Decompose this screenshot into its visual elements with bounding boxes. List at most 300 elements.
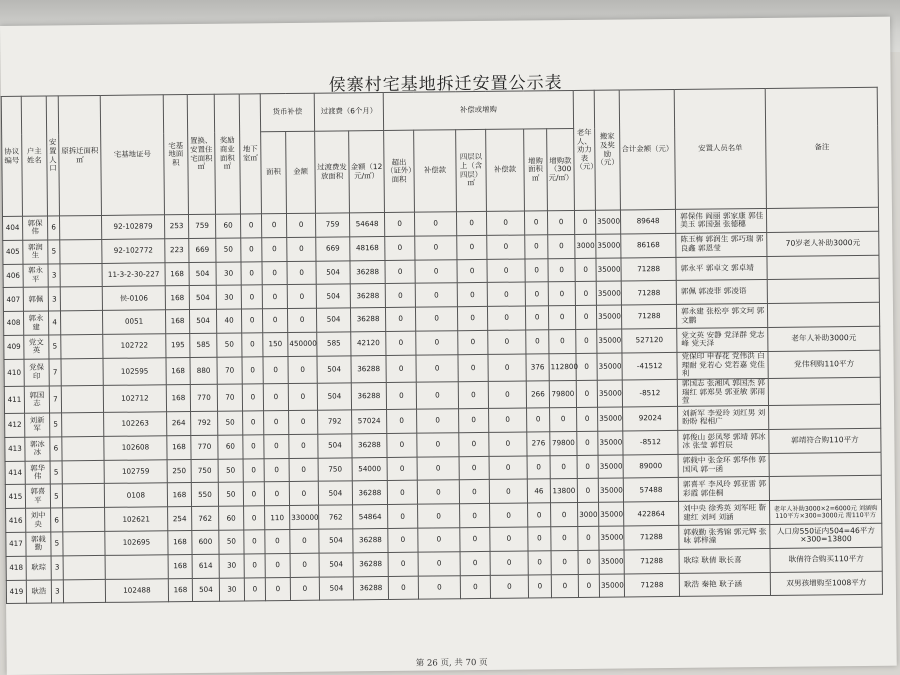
cell-basement: 0 (243, 482, 264, 506)
cell-over-comp: 0 (414, 212, 456, 236)
cell-cur-amount: 0 (290, 553, 319, 577)
cell-total: 71288 (624, 549, 679, 573)
cell-tr-amount: 36288 (350, 284, 385, 308)
cell-buy-area: 266 (526, 381, 549, 408)
cell-floor-area: 0 (459, 456, 489, 480)
cell-total: 71288 (622, 305, 677, 329)
header-cert-no: 宅基地证号 (100, 95, 164, 216)
cell-move: 35000 (596, 210, 621, 234)
cell-buy-amount: 13800 (550, 479, 577, 503)
cell-members: 耿琮 耿倩 耿长喜 (679, 548, 770, 573)
cell-tr-amount: 54000 (352, 457, 387, 481)
cell-buy-amount: 112800 (549, 353, 576, 380)
cell-reward-area: 70 (217, 357, 242, 384)
cell-cert-no (105, 555, 168, 579)
cell-move: 35000 (597, 305, 622, 329)
cell-buy-area: 0 (527, 455, 550, 479)
cell-members: 陈玉梅 郭润生 郭巧瑞 郭良鑫 郭恩莹 (676, 232, 767, 257)
cell-reward-area: 50 (218, 411, 243, 435)
cell-over-comp: 0 (418, 504, 460, 528)
cell-floor-comp: 0 (489, 432, 527, 456)
cell-protocol-no: 409 (4, 335, 24, 359)
cell-persons: 6 (51, 508, 63, 532)
cell-home-area: 195 (166, 334, 190, 358)
cell-head-name: 郭载勤 (26, 532, 51, 556)
cell-cur-area: 0 (261, 214, 286, 238)
cell-tr-area: 504 (317, 383, 351, 411)
cell-total: 422864 (624, 502, 679, 526)
cell-buy-area: 0 (525, 235, 548, 259)
cell-tr-amount: 36288 (353, 529, 388, 553)
cell-home-area: 168 (166, 357, 190, 384)
header-buy-amount: 增购款（300元/㎡） (547, 128, 575, 210)
cell-reward-area: 30 (219, 578, 244, 602)
header-reward-area: 奖励商业面积㎡ (214, 94, 240, 214)
cell-protocol-no: 413 (5, 437, 25, 461)
cell-buy-amount: 0 (551, 574, 578, 598)
cell-cur-area: 0 (265, 530, 290, 554)
cell-demolish-area (60, 287, 102, 311)
cell-move: 35000 (599, 502, 624, 526)
cell-tr-amount: 36288 (353, 576, 388, 600)
cell-protocol-no: 410 (4, 359, 24, 386)
cell-demolish-area (63, 508, 105, 532)
cell-floor-comp: 0 (486, 211, 524, 235)
cell-cur-area: 110 (265, 506, 290, 530)
cell-cert-no: 102263 (104, 412, 167, 436)
cell-floor-area: 0 (458, 330, 488, 354)
cell-tr-area: 762 (319, 505, 353, 529)
cell-members: 郭俊山 彭凤琴 郭靖 郭冰冰 张莹 郭哲辰 (678, 429, 769, 454)
cell-reward-area: 60 (218, 435, 243, 459)
cell-tr-amount: 36288 (351, 382, 386, 410)
header-persons: 安置人口 (46, 96, 59, 216)
cell-demolish-area (60, 311, 102, 335)
cell-basement: 0 (243, 411, 264, 435)
cell-demolish-area (63, 579, 105, 603)
cell-move: 35000 (596, 281, 621, 305)
cell-floor-comp: 0 (488, 381, 526, 409)
cell-elderly: 0 (576, 380, 597, 407)
cell-tr-amount: 54648 (349, 212, 384, 236)
cell-move: 35000 (597, 353, 622, 380)
cell-over-area: 0 (386, 331, 416, 355)
cell-floor-area: 0 (456, 211, 486, 235)
cell-home-area: 168 (167, 435, 191, 459)
cell-floor-area: 0 (460, 575, 490, 599)
cell-demolish-area (61, 385, 103, 413)
cell-over-area: 0 (388, 576, 418, 600)
cell-move: 35000 (599, 526, 624, 550)
cell-head-name: 耿浩 (26, 580, 51, 604)
cell-tr-area: 504 (318, 481, 352, 505)
cell-tr-area: 669 (316, 237, 350, 261)
cell-cur-area: 0 (264, 411, 289, 435)
cell-over-comp: 0 (418, 528, 460, 552)
cell-buy-area: 0 (525, 258, 548, 282)
cell-home-area: 168 (165, 286, 189, 310)
header-tr-amount: 金额（12元/㎡） (349, 130, 385, 212)
cell-tr-amount: 42120 (351, 331, 386, 355)
cell-elderly: 0 (578, 526, 599, 550)
cell-cert-no: 102722 (103, 334, 166, 358)
cell-total: 71288 (624, 573, 679, 597)
cell-floor-area: 0 (458, 381, 488, 408)
cell-over-area: 0 (387, 481, 417, 505)
cell-members: 刘中央 徐秀英 刘军旺 靳建红 刘珂 刘涵 (679, 501, 770, 526)
cell-head-name: 刘中央 (26, 508, 51, 532)
cell-persons: 4 (48, 311, 60, 335)
cell-persons: 6 (50, 437, 62, 461)
cell-floor-area: 0 (460, 504, 490, 528)
header-total: 合计金额（元） (619, 89, 675, 210)
cell-cert-no: 102488 (105, 578, 168, 602)
cell-floor-area: 0 (460, 551, 490, 575)
cell-cert-no: 11-3-2-30-227 (102, 262, 165, 286)
cell-cert-no: 102759 (104, 459, 167, 483)
cell-basement: 0 (244, 506, 265, 530)
relocation-table (1, 87, 883, 605)
cell-cur-amount: 0 (290, 577, 319, 601)
cell-demolish-area (62, 413, 104, 437)
cell-buy-area: 276 (527, 432, 550, 456)
cell-persons: 3 (48, 287, 60, 311)
cell-cert-no: 102695 (105, 531, 168, 555)
header-cur-amount: 金额 (286, 131, 316, 213)
cell-persons: 5 (51, 532, 63, 556)
cell-buy-area: 0 (528, 503, 551, 527)
cell-reward-area: 60 (215, 214, 240, 238)
cell-exchange-area: 504 (189, 262, 216, 286)
cell-persons: 6 (47, 216, 59, 240)
cell-head-name: 郭冰冰 (25, 437, 50, 461)
cell-elderly: 0 (577, 479, 598, 503)
cell-floor-area: 0 (457, 259, 487, 283)
cell-buy-amount: 0 (550, 408, 577, 432)
cell-over-comp: 0 (418, 575, 460, 599)
cell-home-area: 254 (168, 507, 192, 531)
cell-exchange-area: 669 (189, 238, 216, 262)
cell-exchange-area: 750 (191, 459, 218, 483)
cell-tr-area: 504 (319, 529, 353, 553)
cell-members: 郭国志 张湘风 郭国杰 郭瑞红 郭郑昊 郭亚敏 郭雨萱 (677, 378, 768, 406)
cell-over-area: 0 (385, 307, 415, 331)
cell-floor-comp: 0 (487, 306, 525, 330)
cell-over-comp: 0 (415, 236, 457, 260)
cell-members: 郭永平 郭卓文 郭卓靖 (676, 256, 767, 281)
cell-cur-area: 0 (262, 309, 287, 333)
cell-head-name: 郭华伟 (25, 461, 50, 485)
cell-remark: 老年人补助3000×2=6000元 刘涵购110平方×300=3000元 需110平方 (770, 500, 882, 525)
cell-protocol-no: 417 (6, 532, 26, 556)
cell-remark (767, 302, 879, 327)
cell-cur-amount: 0 (288, 356, 317, 383)
cell-remark (766, 207, 878, 232)
cell-over-area: 0 (384, 212, 414, 236)
cell-floor-comp: 0 (490, 527, 528, 551)
cell-elderly: 0 (577, 407, 598, 431)
cell-elderly: 3000 (578, 503, 599, 527)
cell-move: 35000 (596, 234, 621, 258)
cell-reward-area: 50 (217, 333, 242, 357)
cell-floor-area: 0 (459, 480, 489, 504)
cell-basement: 0 (240, 214, 261, 238)
header-head-name: 户主姓名 (21, 96, 47, 216)
cell-remark (769, 404, 881, 429)
cell-floor-comp: 0 (489, 408, 527, 432)
cell-tr-amount: 36288 (352, 433, 387, 457)
cell-elderly: 0 (575, 282, 596, 306)
cell-cur-area: 0 (263, 356, 288, 383)
cell-exchange-area: 792 (191, 411, 218, 435)
cell-reward-area: 70 (217, 384, 242, 411)
cell-head-name: 党文英 (24, 335, 49, 359)
cell-remark: 耿倩符合购买110平方 (770, 547, 882, 572)
cell-protocol-no: 412 (5, 413, 25, 437)
cell-cur-area: 0 (265, 553, 290, 577)
cell-remark: 双男孩增购至1008平方 (770, 571, 882, 596)
cell-tr-area: 504 (317, 356, 351, 384)
cell-demolish-area (61, 358, 103, 386)
header-move: 搬家及奖励（元） (594, 90, 620, 210)
cell-floor-comp: 0 (490, 575, 528, 599)
table-body (2, 207, 882, 604)
cell-basement: 0 (241, 238, 262, 262)
cell-members: 郭载中 张金环 郭华伟 郭国风 郭一函 (678, 453, 769, 478)
header-protocol-no: 协议编号 (1, 96, 22, 216)
cell-buy-amount: 0 (548, 234, 575, 258)
cell-cert-no: 102621 (105, 507, 168, 531)
header-cur-area: 面积 (261, 132, 287, 214)
cell-home-area: 168 (165, 262, 189, 286)
cell-elderly: 0 (578, 574, 599, 598)
cell-move: 35000 (598, 478, 623, 502)
cell-home-area: 264 (167, 412, 191, 436)
cell-move: 35000 (596, 258, 621, 282)
cell-floor-area: 0 (457, 283, 487, 307)
header-members: 安置人员名单 (674, 88, 766, 209)
cell-members: 耿浩 秦艳 耿子涵 (679, 572, 770, 597)
header-demolish-area: 原拆迁面积㎡ (58, 95, 101, 215)
cell-home-area: 223 (165, 238, 189, 262)
cell-head-name: 郭保伟 (22, 216, 47, 240)
cell-home-area: 168 (165, 310, 189, 334)
header-home-area: 宅基地面积 (163, 95, 188, 215)
cell-members: 郭喜平 李风玲 郭亚雷 郭彩霞 郭佳桐 (678, 477, 769, 502)
cell-persons: 5 (50, 484, 62, 508)
cell-over-comp: 0 (417, 433, 459, 457)
cell-persons: 5 (49, 335, 61, 359)
cell-persons: 5 (50, 413, 62, 437)
cell-protocol-no: 408 (3, 311, 23, 335)
cell-demolish-area (62, 484, 104, 508)
cell-head-name: 耿琮 (26, 556, 51, 580)
cell-remark (767, 255, 879, 280)
cell-cur-amount: 0 (290, 529, 319, 553)
cell-over-area: 0 (387, 433, 417, 457)
cell-demolish-area (62, 460, 104, 484)
cell-reward-area: 30 (219, 554, 244, 578)
cell-remark (767, 279, 879, 304)
cell-tr-amount: 48168 (350, 236, 385, 260)
cell-exchange-area: 770 (191, 435, 218, 459)
cell-head-name: 郭喜平 (25, 484, 50, 508)
cell-total: 86168 (621, 233, 676, 257)
cell-basement: 0 (244, 577, 265, 601)
cell-cur-amount: 0 (289, 434, 318, 458)
cell-over-comp: 0 (415, 307, 457, 331)
cell-persons: 3 (51, 580, 63, 604)
cell-over-area: 0 (388, 504, 418, 528)
cell-home-area: 250 (167, 459, 191, 483)
header-remarks: 备注 (765, 87, 878, 208)
cell-total: -8512 (623, 430, 678, 454)
cell-basement: 0 (244, 554, 265, 578)
cell-floor-comp: 0 (489, 479, 527, 503)
cell-total: -41512 (622, 352, 677, 380)
cell-tr-amount: 36288 (351, 355, 386, 383)
cell-buy-amount: 0 (548, 258, 575, 282)
cell-buy-area: 0 (525, 306, 548, 330)
cell-remark (769, 452, 881, 477)
header-buy-area: 增购面积㎡ (524, 129, 548, 211)
cell-total: 71288 (624, 525, 679, 549)
cell-remark: 党伟利购110平方 (768, 350, 880, 378)
cell-elderly: 3000 (575, 234, 596, 258)
cell-protocol-no: 419 (6, 580, 26, 604)
document-page (0, 17, 897, 675)
cell-cur-area: 0 (265, 577, 290, 601)
cell-cur-amount: 0 (287, 237, 316, 261)
cell-cur-area: 0 (263, 383, 288, 410)
cell-elderly: 0 (576, 305, 597, 329)
cell-persons: 7 (49, 359, 61, 386)
cell-tr-area: 750 (318, 458, 352, 482)
cell-move: 35000 (598, 431, 623, 455)
cell-elderly: 0 (577, 455, 598, 479)
cell-exchange-area: 504 (189, 309, 216, 333)
cell-elderly: 0 (578, 550, 599, 574)
cell-exchange-area: 550 (191, 483, 218, 507)
cell-floor-comp: 0 (490, 503, 528, 527)
cell-home-area: 168 (168, 531, 192, 555)
header-floor-comp: 补偿款 (486, 129, 525, 211)
cell-over-area: 0 (388, 528, 418, 552)
cell-cur-area: 0 (262, 261, 287, 285)
cell-move: 35000 (598, 407, 623, 431)
cell-over-comp: 0 (416, 355, 458, 383)
cell-cur-amount: 0 (286, 213, 315, 237)
cell-members: 郭佩 郭凌菲 郭凌语 (676, 280, 767, 305)
cell-exchange-area: 762 (192, 507, 219, 531)
cell-tr-area: 504 (316, 260, 350, 284)
cell-total: 71288 (621, 281, 676, 305)
cell-basement: 0 (242, 357, 263, 384)
cell-remark (768, 377, 880, 405)
cell-home-area: 168 (166, 384, 190, 411)
cell-exchange-area: 504 (192, 578, 219, 602)
header-floor-area: 四层以上（含四层）㎡ (456, 129, 487, 211)
cell-over-area: 0 (386, 355, 416, 382)
cell-reward-area: 50 (218, 459, 243, 483)
cell-floor-area: 0 (457, 235, 487, 259)
cell-cur-amount: 450000 (288, 332, 317, 356)
cell-head-name: 刘新军 (25, 413, 50, 437)
cell-elderly: 0 (575, 210, 596, 234)
cell-tr-area: 504 (316, 308, 350, 332)
cell-basement: 0 (243, 458, 264, 482)
header-elderly: 老年人、劝力表（元） (573, 90, 595, 210)
cell-head-name: 党保印 (24, 359, 49, 386)
cell-tr-area: 792 (318, 410, 352, 434)
header-over-comp: 补偿款 (414, 130, 457, 212)
cell-remark: 70岁老人补助3000元 (767, 231, 879, 256)
cell-cur-amount: 0 (288, 383, 317, 410)
cell-members: 郭永建 张松亭 郭文珂 郭文鹏 (677, 304, 768, 329)
cell-members: 党保印 申春花 党伟洪 白理耐 党若心 党若嘉 党佳利 (677, 351, 768, 379)
cell-cert-no: 侯-0106 (102, 286, 165, 310)
cell-tr-amount: 36288 (352, 481, 387, 505)
cell-move: 35000 (598, 455, 623, 479)
cell-buy-amount: 0 (549, 329, 576, 353)
cell-buy-area: 0 (527, 408, 550, 432)
cell-remark: 人口房550证内504=46平方×300=13800 (770, 523, 882, 548)
cell-tr-amount: 57024 (352, 410, 387, 434)
cell-protocol-no: 415 (5, 485, 25, 509)
cell-over-comp: 0 (415, 283, 457, 307)
cell-exchange-area: 614 (192, 554, 219, 578)
cell-persons: 5 (50, 461, 62, 485)
cell-buy-amount: 0 (551, 550, 578, 574)
cell-reward-area: 30 (216, 285, 241, 309)
page-footer: 第 26 页, 共 70 页 (415, 657, 488, 669)
cell-protocol-no: 405 (3, 240, 23, 264)
cell-buy-area: 0 (525, 282, 548, 306)
cell-floor-area: 0 (458, 354, 488, 381)
cell-members: 郭保伟 阎丽 郭家康 郭佳美玉 郭国强 张德穗 (676, 208, 767, 233)
cell-head-name: 郭永建 (23, 311, 48, 335)
cell-head-name: 郭永平 (23, 264, 48, 288)
cell-buy-area: 0 (526, 330, 549, 354)
cell-floor-comp: 0 (489, 456, 527, 480)
cell-over-comp: 0 (416, 382, 458, 410)
cell-over-area: 0 (388, 552, 418, 576)
cell-over-area: 0 (385, 236, 415, 260)
cell-cert-no: 0108 (104, 483, 167, 507)
cell-cur-amount: 0 (287, 261, 316, 285)
cell-cert-no: 92-102772 (102, 239, 165, 263)
cell-cur-area: 0 (264, 458, 289, 482)
header-comp-group: 补偿或增购 (383, 91, 573, 131)
cell-demolish-area (63, 555, 105, 579)
cell-protocol-no: 414 (5, 461, 25, 485)
cell-floor-comp: 0 (488, 330, 526, 354)
cell-protocol-no: 404 (2, 216, 22, 240)
cell-members: 刘新军 李爱玲 刘红男 刘盼盼 程相广 (678, 406, 769, 431)
cell-tr-area: 504 (319, 553, 353, 577)
cell-buy-area: 0 (524, 211, 547, 235)
cell-exchange-area: 600 (192, 530, 219, 554)
cell-cur-area: 0 (262, 285, 287, 309)
cell-home-area: 168 (168, 554, 192, 578)
cell-over-area: 0 (385, 260, 415, 284)
cell-buy-area: 376 (526, 354, 549, 381)
cell-move: 35000 (599, 550, 624, 574)
cell-move: 35000 (597, 380, 622, 407)
cell-demolish-area (60, 263, 102, 287)
cell-tr-area: 585 (317, 332, 351, 356)
cell-protocol-no: 407 (3, 288, 23, 312)
